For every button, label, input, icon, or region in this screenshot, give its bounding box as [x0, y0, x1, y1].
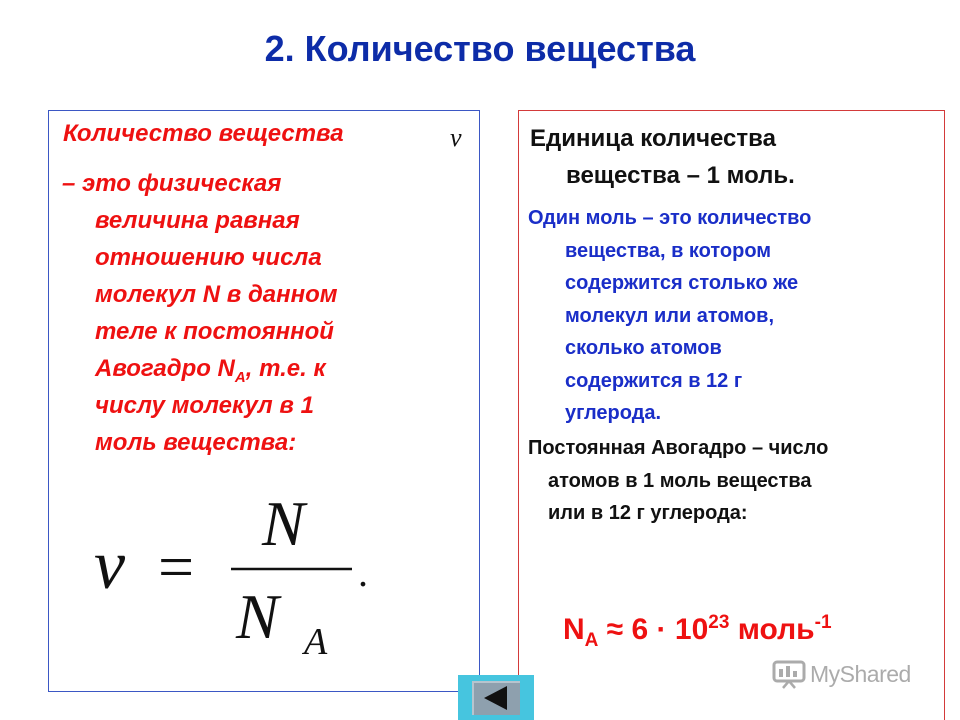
watermark-text: MyShared [810, 660, 911, 687]
formula-denominator: N [236, 581, 279, 652]
mole-line: содержится в 12 г [565, 369, 743, 392]
avogadro-def-line: Постоянная Авогадро – число [528, 437, 829, 459]
definition-line: числу молекул в 1 [95, 392, 314, 419]
mole-definition [528, 202, 928, 430]
definition-line: – это физическая [62, 170, 282, 197]
mole-line: углерода. [565, 402, 662, 424]
mole-line: содержится столько же [565, 272, 799, 294]
amount-formula [90, 488, 390, 663]
avogadro-definition [528, 432, 933, 530]
avogadro-constant [563, 612, 832, 652]
unit-heading-line: вещества – 1 моль. [566, 162, 795, 189]
definition-line: теле к постоянной [95, 318, 334, 345]
formula-dot: . [358, 550, 368, 595]
formula-nu: ν [94, 527, 126, 604]
avogadro-n: N [563, 613, 585, 646]
unit-heading-line: Единица количества [530, 125, 776, 152]
mole-line: вещества, в котором [565, 239, 772, 262]
avogadro-after: , т.е. к [245, 355, 326, 382]
definition-line: молекул N в данном [95, 281, 338, 308]
avogadro-sub: A [234, 368, 246, 386]
avogadro-before: Авогадро N [95, 355, 235, 382]
avogadro-approx: ≈ 6 · 10 [598, 613, 709, 646]
back-arrow-icon [474, 683, 518, 713]
left-heading: Количество вещества [63, 120, 344, 147]
nu-symbol-small-text: ν [450, 126, 462, 150]
unit-heading [530, 120, 930, 194]
definition-line: величина равная [95, 207, 300, 234]
definition-line: моль вещества: [95, 429, 297, 456]
definition-text [62, 165, 442, 461]
avogadro-def-line: или в 12 г углерода: [548, 502, 748, 524]
back-button[interactable] [458, 675, 534, 720]
presentation-icon [772, 659, 806, 689]
formula-denominator-sub: A [304, 621, 328, 663]
avogadro-def-line: атомов в 1 моль вещества [548, 469, 812, 492]
avogadro-exp: 23 [708, 612, 730, 633]
page-title: 2. Количество вещества [264, 28, 696, 69]
avogadro-unit: моль [729, 613, 815, 646]
formula-numerator: N [262, 488, 305, 559]
avogadro-n-sub: A [584, 630, 599, 651]
nu-symbol-small [448, 126, 478, 150]
mole-line: молекул или атомов, [565, 304, 775, 327]
watermark [772, 656, 932, 692]
definition-line: отношению числа [95, 244, 322, 271]
formula-equals: = [158, 531, 195, 602]
definition-line-avogadro [62, 350, 442, 387]
mole-line: Один моль – это количество [528, 207, 812, 229]
avogadro-unit-exp: -1 [814, 612, 832, 633]
back-button-face [472, 681, 520, 715]
mole-line: сколько атомов [565, 337, 722, 359]
